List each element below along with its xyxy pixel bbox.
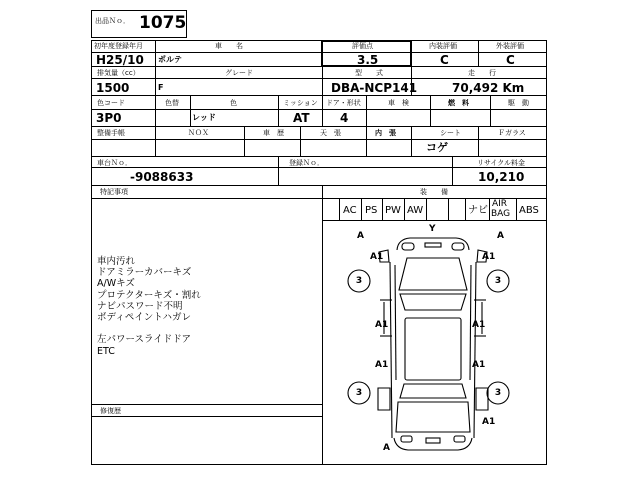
history-label: 車 歴 bbox=[263, 129, 284, 137]
note-item: ETC bbox=[97, 345, 115, 357]
equip-airbag-top: AIR bbox=[492, 199, 508, 209]
inspection-label: 車 検 bbox=[388, 99, 409, 107]
note-item: ボディペイントハガレ bbox=[97, 312, 192, 323]
rear-left-wheel-code: 3 bbox=[355, 388, 363, 398]
rear-right-quarter-code: A1 bbox=[482, 417, 496, 427]
displacement-value: 1500 bbox=[96, 81, 130, 95]
right-rear-door-code: A1 bbox=[472, 360, 486, 370]
mileage-value: 70,492 Km bbox=[452, 81, 525, 95]
rear-right-wheel-code: 3 bbox=[494, 388, 502, 398]
score-label: 評価点 bbox=[352, 42, 373, 50]
doors-label: ドア・形状 bbox=[326, 99, 361, 107]
interior-value: C bbox=[440, 53, 449, 67]
note-item: 車内汚れ bbox=[97, 256, 136, 267]
grade-value: F bbox=[158, 83, 164, 92]
notes-label: 特記事項 bbox=[100, 188, 128, 196]
grade-label: グレード bbox=[225, 69, 253, 77]
displacement-label: 排気量（cc） bbox=[97, 69, 140, 77]
fuel-label: 燃 料 bbox=[448, 99, 469, 107]
right-front-door-code: A1 bbox=[472, 320, 486, 330]
front-left-wheel-code: 3 bbox=[355, 276, 363, 286]
color-change-label: 色替 bbox=[165, 99, 179, 107]
lot-label: 出品Ｎｏ． bbox=[95, 17, 130, 25]
equip-ac: AC bbox=[343, 205, 357, 216]
transmission-value: AT bbox=[293, 111, 310, 125]
lot-number: 1075 bbox=[139, 13, 187, 33]
service-book-label: 整備手帳 bbox=[97, 129, 125, 137]
drive-label: 駆 動 bbox=[508, 99, 529, 107]
left-rear-door-code: A1 bbox=[375, 360, 389, 370]
equip-airbag-bottom: BAG bbox=[491, 209, 511, 219]
transmission-label: ミッション bbox=[283, 99, 318, 107]
interior-label: 内装評価 bbox=[429, 42, 457, 50]
repair-history-label: 修復歴 bbox=[100, 407, 121, 415]
nox-label: ＮＯＸ bbox=[188, 129, 209, 137]
rear-bumper-code: A bbox=[383, 443, 390, 453]
equip-ps: PS bbox=[365, 205, 378, 216]
chassis-value: -9088633 bbox=[130, 170, 194, 184]
front-right-fender-code: A1 bbox=[482, 252, 496, 262]
color-code-label: 色コード bbox=[97, 99, 125, 107]
front-code: Y bbox=[429, 224, 436, 234]
note-item: A/Wキズ bbox=[97, 278, 135, 290]
left-front-door-code: A1 bbox=[375, 320, 389, 330]
front-left-fender-code: A1 bbox=[370, 252, 384, 262]
mileage-label: 走 行 bbox=[468, 69, 496, 77]
seat-label: シート bbox=[440, 129, 461, 137]
chassis-label: 車台Ｎｏ． bbox=[97, 159, 132, 167]
equip-navi: ナビ bbox=[468, 205, 488, 216]
registration-label: 登録Ｎｏ． bbox=[289, 159, 324, 167]
exterior-value: C bbox=[506, 53, 515, 67]
front-right-corner-code: A bbox=[497, 231, 504, 241]
first-reg-label: 初年度登録年月 bbox=[94, 42, 143, 50]
glass-label: Ｆガラス bbox=[498, 129, 526, 137]
exterior-label: 外装評価 bbox=[496, 42, 524, 50]
equip-abs: ABS bbox=[519, 205, 539, 216]
seat-value: コゲ bbox=[426, 141, 448, 154]
sunroof-label: 天 張 bbox=[320, 129, 341, 137]
recycle-value: 10,210 bbox=[478, 170, 525, 184]
note-item: 左パワースライドドア bbox=[97, 334, 191, 346]
color-label: 色 bbox=[230, 99, 237, 107]
front-left-corner-code: A bbox=[357, 231, 364, 241]
model-label: 型 式 bbox=[355, 69, 383, 77]
equip-pw: PW bbox=[385, 205, 401, 216]
note-item: ナビパスワード不明 bbox=[97, 300, 183, 312]
car-name-value: ポルテ bbox=[158, 55, 182, 64]
note-item: プロテクターキズ・割れ bbox=[97, 289, 201, 301]
equipment-label: 装 備 bbox=[420, 188, 448, 196]
model-value: DBA-NCP141 bbox=[331, 81, 418, 95]
inner-label: 内 張 bbox=[375, 129, 396, 137]
first-reg-value: H25/10 bbox=[96, 53, 144, 67]
color-value: レッド bbox=[192, 113, 216, 122]
score-value: 3.5 bbox=[357, 53, 379, 67]
color-code-value: 3P0 bbox=[96, 111, 122, 125]
note-item: ドアミラーカバーキズ bbox=[97, 267, 192, 279]
equip-aw: AW bbox=[407, 205, 424, 216]
recycle-label: リサイクル料金 bbox=[477, 159, 526, 167]
car-name-label: 車 名 bbox=[215, 42, 243, 50]
doors-value: 4 bbox=[340, 111, 349, 125]
front-right-wheel-code: 3 bbox=[494, 276, 502, 286]
